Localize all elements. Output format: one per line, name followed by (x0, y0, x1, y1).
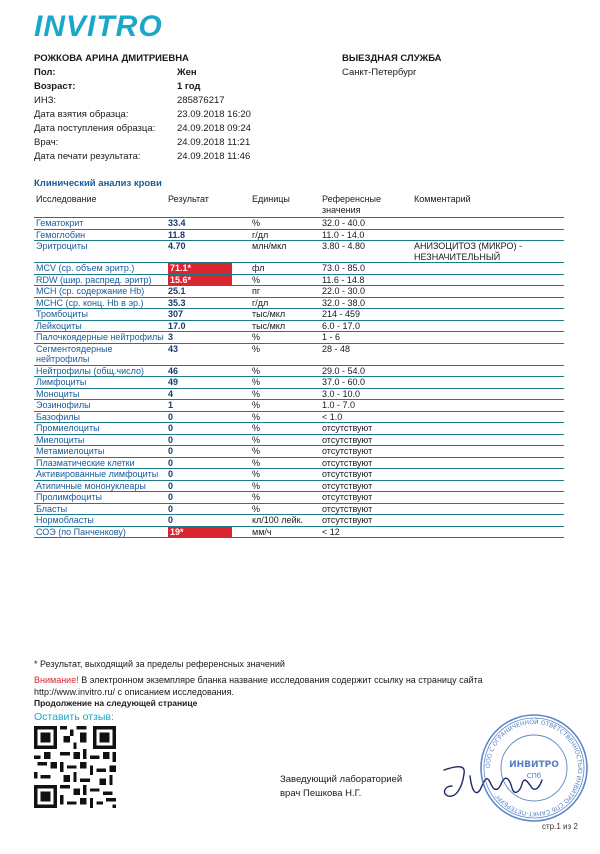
header-test: Исследование (34, 192, 166, 218)
patient-block (34, 52, 324, 164)
test-name[interactable]: Лейкоциты (36, 320, 82, 331)
table-row (34, 229, 564, 241)
test-name[interactable]: Бласты (36, 503, 68, 514)
table-row (34, 218, 564, 230)
test-unit: % (252, 343, 261, 354)
test-result: 25.1 (168, 286, 186, 296)
test-unit: % (252, 400, 261, 410)
test-reference: 11.6 - 14.8 (322, 274, 365, 285)
notice-warning: Внимание! (34, 675, 79, 685)
test-unit: % (252, 446, 261, 456)
test-reference: 28 - 48 (322, 343, 351, 354)
page-number: стр.1 из 2 (542, 822, 578, 831)
test-reference: < 12 (322, 526, 340, 537)
table-row (34, 297, 564, 309)
service-block (342, 52, 442, 80)
test-comment: АНИЗОЦИТОЗ (МИКРО) - НЕЗНАЧИТЕЛЬНЫЙ (414, 241, 522, 262)
test-result (166, 526, 250, 538)
service-city: Санкт-Петербург (342, 67, 417, 78)
test-comment (412, 492, 564, 504)
table-row (34, 457, 564, 469)
test-result: 0 (168, 515, 174, 525)
test-unit: % (252, 218, 261, 228)
test-result: 4 (168, 388, 174, 399)
test-reference: отсутствуют (322, 503, 373, 514)
test-name[interactable]: Метамиелоциты (36, 446, 105, 456)
patient-field-label: Дата взятия образца: (34, 109, 129, 120)
test-reference: отсутствуют (322, 423, 373, 433)
patient-field (34, 108, 324, 122)
test-name[interactable]: Нормобласты (36, 515, 94, 525)
patient-field-label: Дата поступления образца: (34, 123, 156, 134)
invitro-logo: INVITRO (34, 10, 163, 43)
test-comment (412, 446, 564, 458)
signature-block (280, 773, 402, 801)
test-unit: тыс/мкл (252, 309, 286, 319)
test-name[interactable]: Гематокрит (36, 218, 84, 228)
test-comment (412, 469, 564, 481)
test-unit: % (252, 423, 261, 433)
table-row (34, 332, 564, 344)
test-name[interactable]: Нейтрофилы (общ.число) (36, 365, 144, 376)
notice-text: В электронном экземпляре бланка название исследования содержит ссылку на страницу сайта (78, 675, 483, 685)
test-comment (412, 263, 564, 275)
test-result: 0 (168, 434, 174, 445)
test-reference: отсутствуют (322, 469, 373, 479)
review-label: Оставить отзыв: (34, 711, 114, 723)
test-reference: отсутствуют (322, 515, 373, 525)
test-name[interactable]: Палочкоядерные нейтрофилы (36, 332, 164, 342)
test-unit: кл/100 лейк. (252, 515, 304, 525)
test-comment (412, 365, 564, 377)
test-comment (412, 503, 564, 515)
test-name[interactable]: Лимфоциты (36, 377, 87, 387)
table-row (34, 526, 564, 538)
qr-code[interactable] (34, 726, 116, 808)
patient-field-label: Пол: (34, 67, 56, 78)
table-row (34, 365, 564, 377)
round-stamp (478, 712, 590, 824)
patient-field-value: Жен (177, 67, 197, 78)
test-unit: % (252, 274, 261, 285)
test-comment (412, 286, 564, 298)
table-header (34, 192, 564, 218)
section-title: Клинический анализ крови (34, 178, 162, 189)
test-name[interactable]: СОЭ (по Панченкову) (36, 526, 126, 537)
test-name[interactable]: Эритроциты (36, 241, 88, 251)
table-row (34, 343, 564, 365)
test-comment (412, 218, 564, 230)
test-reference: 3.80 - 4.80 (322, 241, 366, 251)
table-row (34, 274, 564, 286)
test-unit: г/дл (252, 297, 269, 308)
test-reference: 3.0 - 10.0 (322, 388, 361, 399)
service-title: ВЫЕЗДНАЯ СЛУЖБА (342, 53, 442, 64)
table-row (34, 400, 564, 412)
patient-field-label: Возраст: (34, 81, 76, 92)
test-result: 46 (168, 365, 179, 376)
test-comment (412, 388, 564, 400)
test-comment (412, 457, 564, 469)
footnote: * Результат, выходящий за пределы референсных значений (34, 659, 285, 669)
test-comment (412, 377, 564, 389)
test-comment (412, 515, 564, 527)
table-row (34, 286, 564, 298)
header-units: Единицы (250, 192, 320, 218)
test-result (166, 263, 250, 275)
test-reference: 1 - 6 (322, 332, 341, 342)
test-unit: % (252, 365, 261, 376)
svg-text:ИНВИТРО: ИНВИТРО (509, 760, 559, 770)
test-result: 49 (168, 377, 179, 387)
test-name[interactable]: Эозинофилы (36, 400, 91, 410)
test-name[interactable]: Миелоциты (36, 434, 85, 445)
patient-field (34, 150, 324, 164)
table-row (34, 263, 564, 275)
test-name[interactable]: Тромбоциты (36, 309, 89, 319)
test-unit: % (252, 388, 261, 399)
test-reference: отсутствуют (322, 480, 373, 491)
test-result: 1 (168, 400, 174, 410)
test-reference: 11.0 - 14.0 (322, 229, 365, 240)
results-table (34, 192, 564, 538)
test-result: 307 (168, 309, 184, 319)
test-name[interactable]: Активированные лимфоциты (36, 469, 159, 479)
test-result: 43 (168, 343, 179, 354)
patient-field-label: Врач: (34, 137, 59, 148)
patient-field-value: 24.09.2018 11:46 (177, 151, 251, 162)
out-of-range-flag: 15.6* (168, 275, 232, 286)
test-reference: < 1.0 (322, 411, 343, 422)
test-unit: тыс/мкл (252, 320, 286, 331)
test-result (166, 274, 250, 286)
table-row (34, 515, 564, 527)
test-unit: % (252, 469, 261, 479)
test-reference: 1.0 - 7.0 (322, 400, 356, 410)
notice (34, 674, 554, 698)
patient-field (34, 94, 324, 108)
patient-field-value: 24.09.2018 11:21 (177, 137, 251, 148)
header-comment: Комментарий (412, 192, 564, 218)
patient-field-label: ИНЗ: (34, 95, 57, 106)
test-reference: 6.0 - 17.0 (322, 320, 361, 331)
test-reference: 29.0 - 54.0 (322, 365, 366, 376)
test-name[interactable]: RDW (шир. распред. эритр) (36, 274, 152, 285)
test-comment (412, 480, 564, 492)
table-row (34, 446, 564, 458)
test-unit: % (252, 377, 261, 387)
test-reference: 37.0 - 60.0 (322, 377, 366, 387)
table-row (34, 480, 564, 492)
patient-field-label: Дата печати результата: (34, 151, 141, 162)
test-result: 0 (168, 503, 174, 514)
test-result: 11.8 (168, 229, 186, 240)
test-name[interactable]: Моноциты (36, 388, 80, 399)
signature-doctor: врач Пешкова Н.Г. (280, 788, 362, 799)
out-of-range-flag: 19* (168, 527, 232, 538)
test-unit: % (252, 332, 261, 342)
patient-field-value: 23.09.2018 16:20 (177, 109, 251, 120)
test-comment (412, 309, 564, 321)
test-result: 3 (168, 332, 174, 342)
test-name[interactable]: Сегментоядерные нейтрофилы (36, 343, 113, 364)
table-row (34, 320, 564, 332)
test-result: 33.4 (168, 218, 186, 228)
out-of-range-flag: 71.1* (168, 263, 232, 274)
test-result: 0 (168, 469, 174, 479)
test-reference: отсутствуют (322, 434, 373, 445)
test-comment (412, 434, 564, 446)
patient-field (34, 66, 324, 80)
table-row (34, 309, 564, 321)
table-row (34, 434, 564, 446)
patient-field (34, 80, 324, 94)
test-unit: г/дл (252, 229, 269, 240)
table-row (34, 241, 564, 263)
test-name[interactable]: Пролимфоциты (36, 492, 102, 502)
test-unit: % (252, 411, 261, 422)
patient-field (34, 122, 324, 136)
table-row (34, 377, 564, 389)
test-comment (412, 400, 564, 412)
test-name[interactable]: Базофилы (36, 411, 80, 422)
test-comment (412, 332, 564, 344)
test-name[interactable]: Атипичные мононуклеары (36, 480, 146, 491)
test-name[interactable]: Плазматические клетки (36, 457, 135, 468)
test-reference: отсутствуют (322, 446, 373, 456)
test-unit: % (252, 434, 261, 445)
test-unit: % (252, 492, 261, 502)
patient-field-value: 285876217 (177, 95, 225, 106)
test-name[interactable]: MCHC (ср. конц. Hb в эр.) (36, 297, 144, 308)
test-comment (412, 423, 564, 435)
test-unit: фл (252, 263, 265, 273)
test-reference: 73.0 - 85.0 (322, 263, 366, 273)
patient-field-value: 1 год (177, 81, 201, 92)
test-unit: % (252, 503, 261, 514)
test-name[interactable]: Промиелоциты (36, 423, 100, 433)
table-row (34, 388, 564, 400)
test-result: 0 (168, 423, 174, 433)
test-reference: 32.0 - 38.0 (322, 297, 366, 308)
continued-note: Продолжение на следующей странице (34, 698, 198, 708)
test-name[interactable]: Гемоглобин (36, 229, 86, 240)
test-comment (412, 526, 564, 538)
test-comment (412, 411, 564, 423)
test-name[interactable]: MCH (ср. содержание Hb) (36, 286, 145, 296)
test-comment (412, 297, 564, 309)
notice-link[interactable]: http://www.invitro.ru/ с описанием исследования. (34, 687, 235, 697)
test-result: 0 (168, 492, 174, 502)
test-reference: 32.0 - 40.0 (322, 218, 366, 228)
test-result: 0 (168, 480, 174, 491)
test-comment (412, 343, 564, 365)
table-row (34, 469, 564, 481)
test-unit: мм/ч (252, 526, 272, 537)
test-comment (412, 274, 564, 286)
svg-text:СПб: СПб (526, 772, 542, 780)
stamp-text: ООО С ОГРАНИЧЕННОЙ ОТВЕТСТВЕННОСТЬЮ ИНВИТРО СПб САНКТ-ПЕТЕРБУРГ (484, 718, 584, 818)
test-reference: 22.0 - 30.0 (322, 286, 366, 296)
test-comment (412, 320, 564, 332)
patient-field (34, 136, 324, 150)
patient-name: РОЖКОВА АРИНА ДМИТРИЕВНА (34, 53, 189, 64)
test-result: 0 (168, 446, 174, 456)
test-name[interactable]: MCV (ср. объем эритр.) (36, 263, 135, 273)
test-result: 0 (168, 411, 174, 422)
test-result: 17.0 (168, 320, 186, 331)
table-row (34, 423, 564, 435)
signature-position: Заведующий лабораторией (280, 774, 403, 785)
test-result: 35.3 (168, 297, 186, 308)
test-unit: % (252, 480, 261, 491)
test-reference: отсутствуют (322, 457, 373, 468)
test-reference: отсутствуют (322, 492, 373, 502)
table-row (34, 411, 564, 423)
header-result: Результат (166, 192, 250, 218)
test-unit: пг (252, 286, 261, 296)
patient-field-value: 24.09.2018 09:24 (177, 123, 251, 134)
test-comment (412, 229, 564, 241)
test-result: 4.70 (168, 241, 186, 251)
test-unit: % (252, 457, 261, 468)
test-unit: млн/мкл (252, 241, 287, 251)
table-row (34, 492, 564, 504)
table-row (34, 503, 564, 515)
test-result: 0 (168, 457, 174, 468)
header-reference: Референсные значения (320, 192, 412, 218)
test-reference: 214 - 459 (322, 309, 361, 319)
